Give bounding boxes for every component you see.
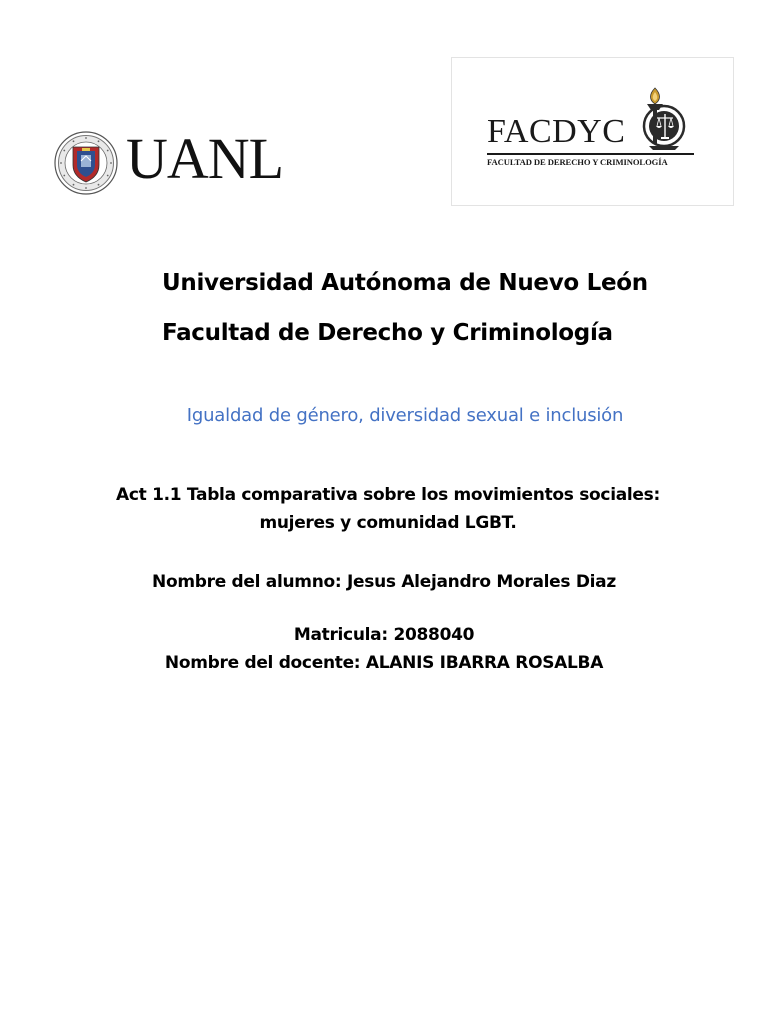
uanl-wordmark: UANL xyxy=(126,126,284,191)
facdyc-logo xyxy=(487,86,697,176)
facdyc-subtitle: FACULTAD DE DERECHO Y CRIMINOLOGÍA xyxy=(487,157,668,167)
facdyc-divider xyxy=(487,153,694,155)
activity-title xyxy=(0,481,768,537)
uanl-logo xyxy=(54,128,294,192)
faculty-name: Facultad de Derecho y Criminología xyxy=(162,320,613,346)
student-name: Nombre del alumno: Jesus Alejandro Morales Diaz xyxy=(152,572,616,592)
teacher-name: Nombre del docente: ALANIS IBARRA ROSALBA xyxy=(164,653,604,673)
facdyc-wordmark: FACDYC xyxy=(487,113,626,150)
university-name: Universidad Autónoma de Nuevo León xyxy=(162,270,648,296)
activity-title-line-2: mujeres y comunidad LGBT. xyxy=(259,513,517,533)
scales-of-justice-icon xyxy=(635,86,693,152)
facdyc-logo-box xyxy=(451,57,734,206)
student-id: Matricula: 2088040 xyxy=(293,625,475,645)
activity-title-line-1: Act 1.1 Tabla comparativa sobre los movimientos sociales: xyxy=(116,485,660,505)
course-title: Igualdad de género, diversidad sexual e inclusión xyxy=(186,405,624,426)
uanl-seal-icon xyxy=(54,131,118,195)
